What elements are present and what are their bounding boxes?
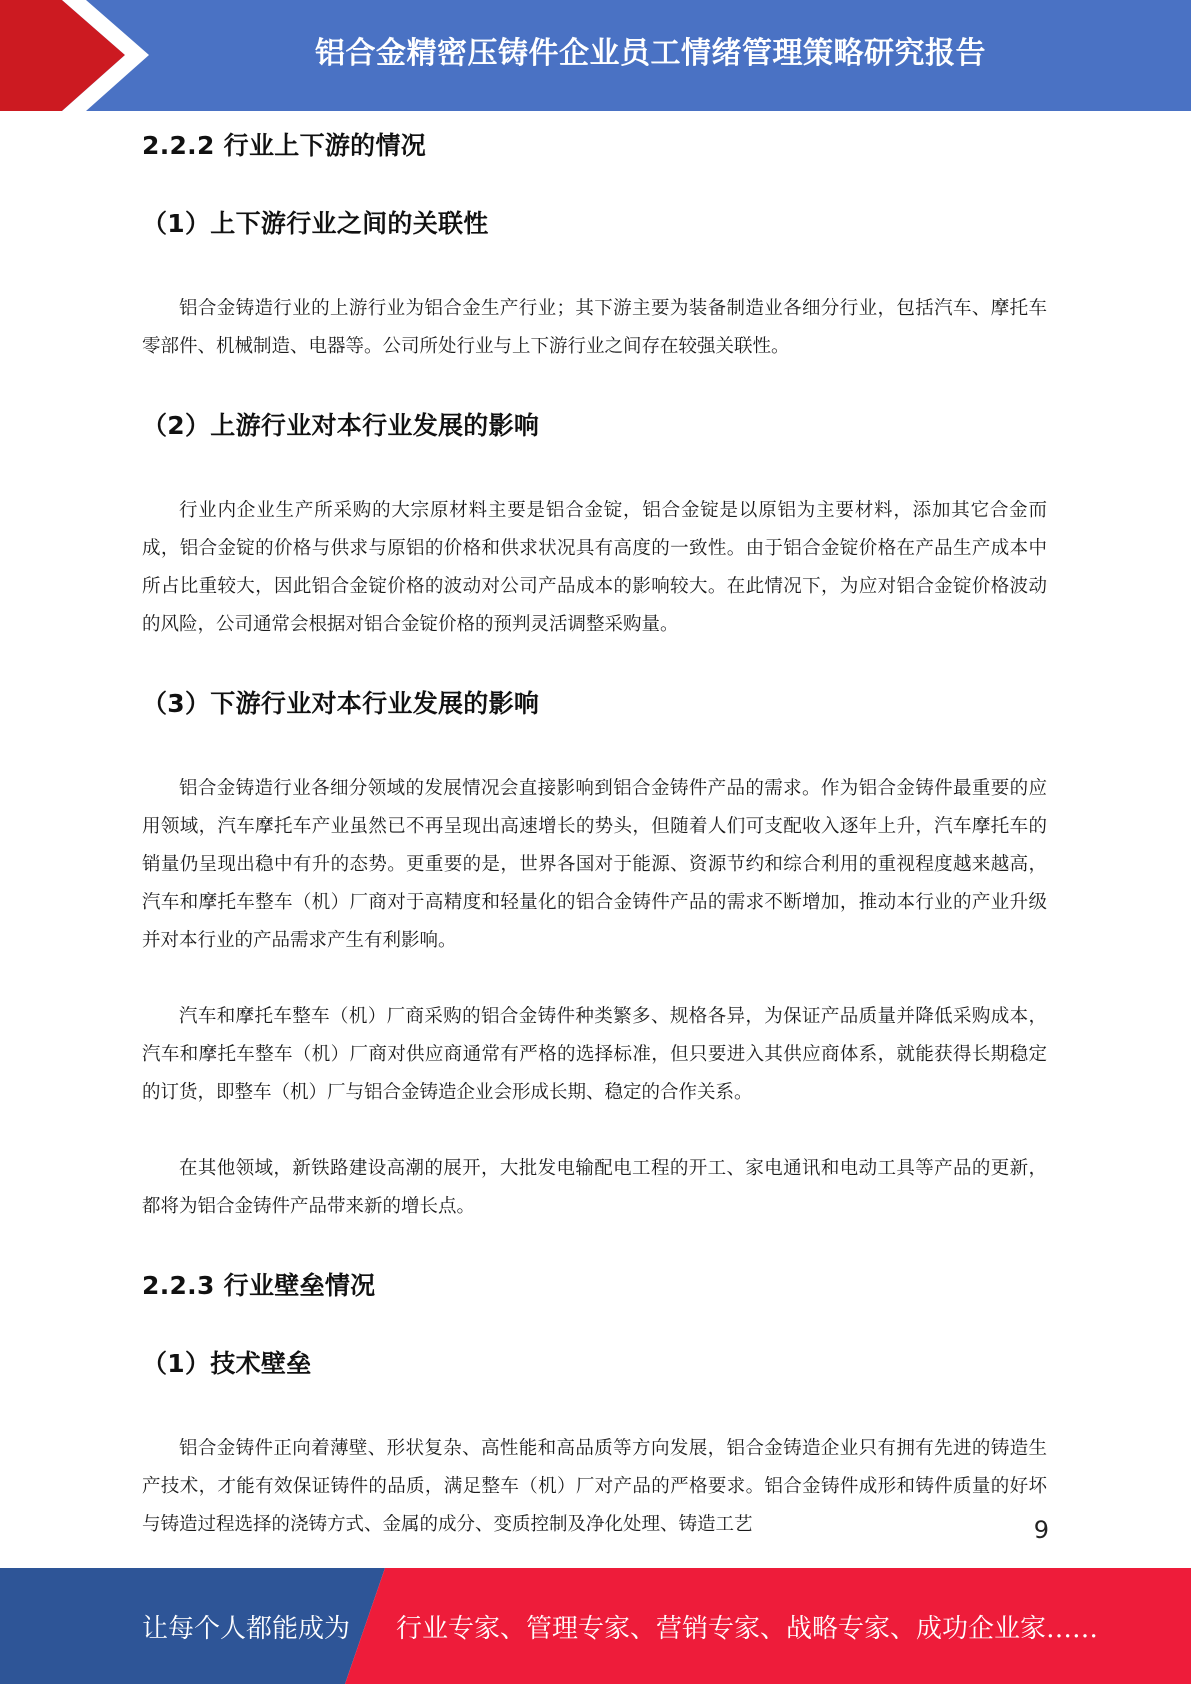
section-heading-2-2-2: 2.2.2 行业上下游的情况 (142, 131, 427, 160)
subsection-heading-downstream: （3）下游行业对本行业发展的影响 (142, 689, 540, 718)
subsection-heading-technical-barrier: （1）技术壁垒 (142, 1349, 312, 1378)
footer-slogan-right: 行业专家、管理专家、营销专家、战略专家、成功企业家…… (396, 1613, 1099, 1644)
page-footer (0, 1568, 1191, 1684)
paragraph: 铝合金铸造行业各细分领域的发展情况会直接影响到铝合金铸件产品的需求。作为铝合金铸件最重要的应用领域，汽车摩托车产业虽然已不再呈现出高速增长的势头，但随着人们可支配收入逐年上升，汽车摩托车的销量仍呈现出稳中有升的态势。更重要的是，世界各国对于能源、资源节约和综合利用的重视程度越来越高，汽车和摩托车整车（机）厂商对于高精度和轻量化的铝合金铸件产品的需求不断增加，推动本行业的产业升级并对本行业的产品需求产生有利影响。 (142, 778, 1047, 951)
page-header (0, 0, 1191, 111)
report-title: 铝合金精密压铸件企业员工情绪管理策略研究报告 (315, 36, 986, 71)
subsection-heading-upstream: （2）上游行业对本行业发展的影响 (142, 411, 540, 440)
page-number: 9 (1033, 1516, 1049, 1544)
paragraph: 铝合金铸件正向着薄壁、形状复杂、高性能和高品质等方向发展，铝合金铸造企业只有拥有先进的铸造生产技术，才能有效保证铸件的品质，满足整车（机）厂对产品的严格要求。铝合金铸件成形和铸件质量的好坏与铸造过程选择的浇铸方式、金属的成分、变质控制及净化处理、铸造工艺 (142, 1438, 1047, 1535)
paragraph: 铝合金铸造行业的上游行业为铝合金生产行业；其下游主要为装备制造业各细分行业，包括汽车、摩托车零部件、机械制造、电器等。公司所处行业与上下游行业之间存在较强关联性。 (142, 298, 1047, 357)
paragraph: 行业内企业生产所采购的大宗原材料主要是铝合金锭，铝合金锭是以原铝为主要材料，添加其它合金而成，铝合金锭的价格与供求与原铝的价格和供求状况具有高度的一致性。由于铝合金锭价格在产品生产成本中所占比重较大，因此铝合金锭价格的波动对公司产品成本的影响较大。在此情况下，为应对铝合金锭价格波动的风险，公司通常会根据对铝合金锭价格的预判灵活调整采购量。 (142, 500, 1047, 635)
paragraph: 汽车和摩托车整车（机）厂商采购的铝合金铸件种类繁多、规格各异，为保证产品质量并降低采购成本，汽车和摩托车整车（机）厂商对供应商通常有严格的选择标准，但只要进入其供应商体系，就能获得长期稳定的订货，即整车（机）厂与铝合金铸造企业会形成长期、稳定的合作关系。 (142, 1006, 1047, 1103)
section-heading-2-2-3: 2.2.3 行业壁垒情况 (142, 1271, 376, 1300)
subsection-heading-correlation: （1）上下游行业之间的关联性 (142, 209, 489, 238)
footer-slogan-left: 让每个人都能成为 (142, 1613, 351, 1644)
document-body (142, 126, 1047, 1544)
paragraph: 在其他领域，新铁路建设高潮的展开，大批发电输配电工程的开工、家电通讯和电动工具等产品的更新，都将为铝合金铸件产品带来新的增长点。 (142, 1158, 1047, 1217)
